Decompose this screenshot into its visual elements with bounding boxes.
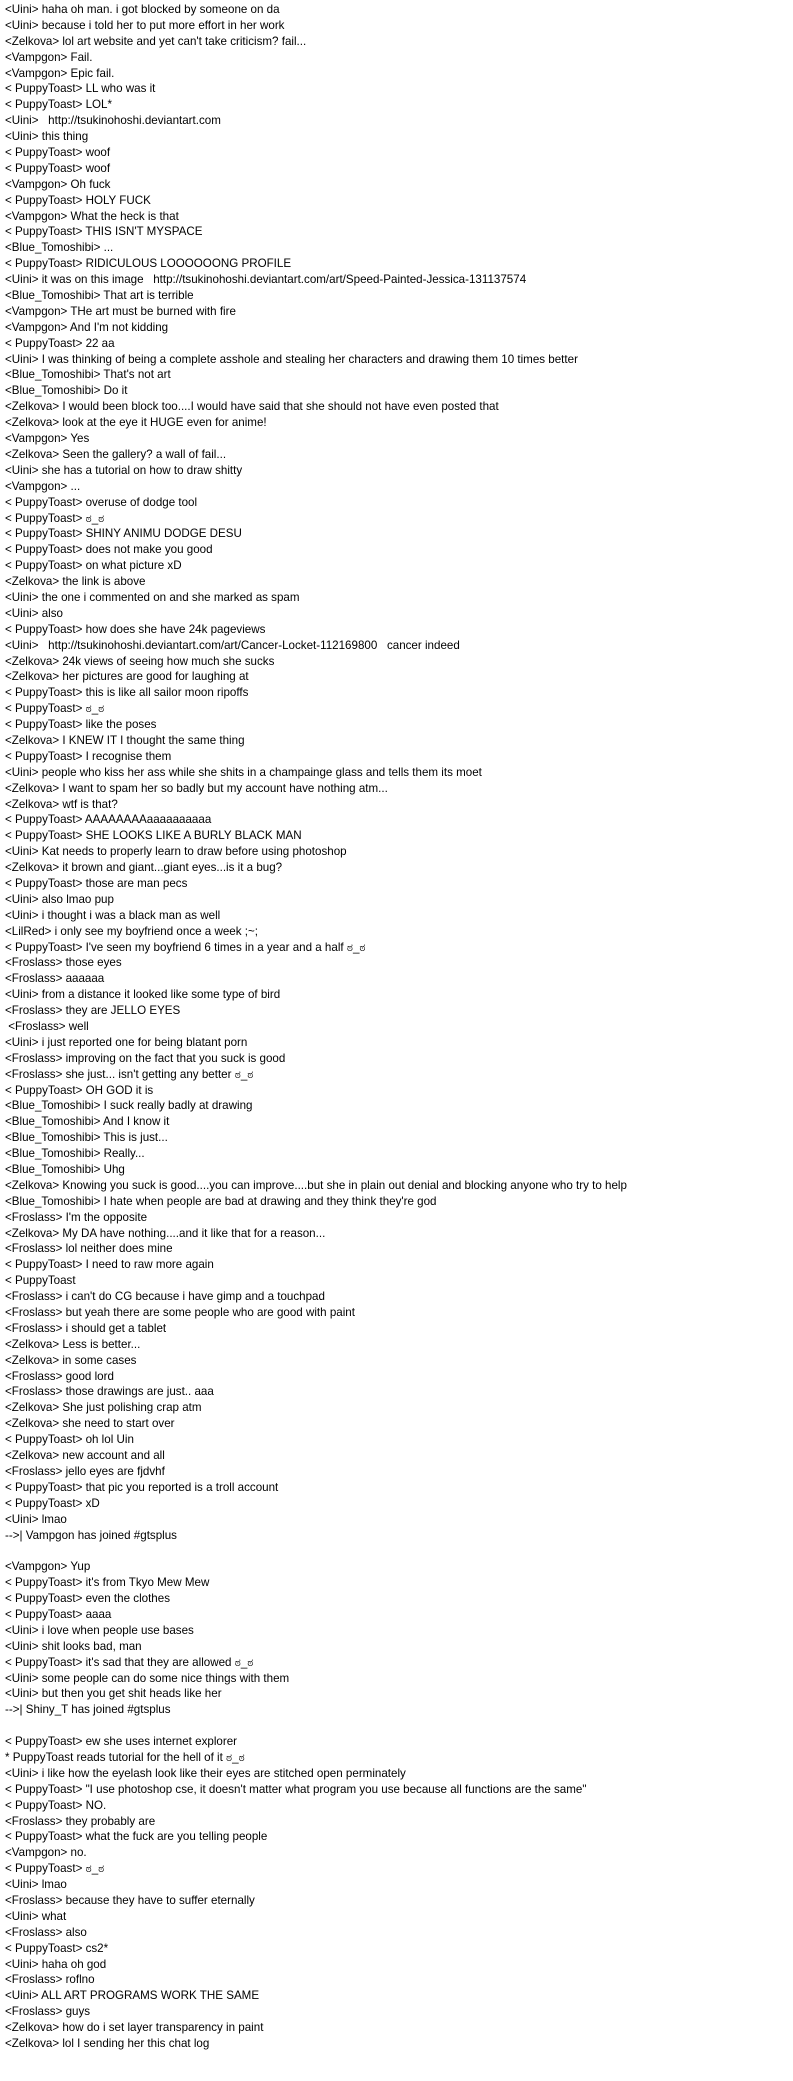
chat-line: <Uini> lmao — [5, 1878, 67, 1892]
chat-line: <Froslass> those drawings are just.. aaa — [5, 1385, 214, 1399]
chat-line: < PuppyToast> ಠ_ಠ — [5, 702, 105, 716]
chat-line: < PuppyToast> it's sad that they are allowed ಠ_ಠ — [5, 1655, 254, 1669]
chat-line: <Uini> from a distance it looked like some type of bird — [5, 988, 281, 1002]
chat-line: <Uini> she has a tutorial on how to draw shitty — [5, 463, 243, 477]
chat-line: < PuppyToast> OH GOD it is — [5, 1083, 154, 1097]
chat-line: < PuppyToast> ew she uses internet explorer — [5, 1735, 238, 1749]
chat-line: <Uini> ALL ART PROGRAMS WORK THE SAME — [5, 1989, 260, 2003]
chat-line: <Vampgon> no. — [5, 1846, 87, 1860]
chat-line: < PuppyToast> cs2* — [5, 1941, 109, 1955]
chat-line: < PuppyToast> LL who was it — [5, 82, 156, 96]
chat-line: <Uini> i thought i was a black man as well — [5, 908, 221, 922]
chat-line: <Froslass> I'm the opposite — [5, 1210, 148, 1224]
chat-line: <Uini> also — [5, 606, 64, 620]
chat-line: <Vampgon> Yup — [5, 1560, 91, 1574]
chat-line: <Uini> but then you get shit heads like her — [5, 1687, 222, 1701]
chat-line: <Uini> i just reported one for being blatant porn — [5, 1035, 248, 1049]
chat-line: <Blue_Tomoshibi> That art is terrible — [5, 289, 194, 303]
chat-line: <Zelkova> Seen the gallery? a wall of fail... — [5, 447, 227, 461]
chat-line: < PuppyToast> SHE LOOKS LIKE A BURLY BLACK MAN — [5, 829, 302, 843]
chat-line: < PuppyToast> ಠ_ಠ — [5, 1862, 105, 1876]
chat-line: <Uini> i love when people use bases — [5, 1623, 194, 1637]
chat-line: <Uini> http://tsukinohoshi.deviantart.com/art/Cancer-Locket-112169800 cancer indeed — [5, 638, 460, 652]
chat-line: <Froslass> well — [5, 1020, 89, 1033]
chat-line: <Blue_Tomoshibi> I hate when people are bad at drawing and they think they're god — [5, 1194, 437, 1208]
chat-line: < PuppyToast> xD — [5, 1496, 100, 1510]
blank-line — [5, 1543, 793, 1559]
chat-line: < PuppyToast> I've seen my boyfriend 6 times in a year and a half ಠ_ಠ — [5, 940, 366, 954]
chat-line: < PuppyToast> does not make you good — [5, 543, 213, 557]
chat-line: < PuppyToast> ಠ_ಠ — [5, 511, 105, 525]
chat-line: <Froslass> they are JELLO EYES — [5, 1004, 181, 1018]
chat-line: <Zelkova> I KNEW IT I thought the same thing — [5, 733, 245, 747]
chat-line: <Froslass> guys — [5, 2005, 91, 2019]
chat-line: < PuppyToast> even the clothes — [5, 1592, 171, 1606]
chat-line: <Zelkova> lol art website and yet can't take criticism? fail... — [5, 34, 307, 48]
chat-line: < PuppyToast> LOL* — [5, 98, 112, 112]
chat-line: <Froslass> good lord — [5, 1369, 114, 1383]
chat-line: <Zelkova> how do i set layer transparency in paint — [5, 2021, 264, 2035]
chat-line: <Blue_Tomoshibi> And I know it — [5, 1115, 170, 1129]
chat-line: <LilRed> i only see my boyfriend once a week ;~; — [5, 924, 258, 938]
chat-line: <Zelkova> I would been block too....I would have said that she should not have even posted that — [5, 400, 499, 414]
chat-line: <Uini> lmao — [5, 1512, 67, 1526]
chat-line: < PuppyToast> HOLY FUCK — [5, 193, 151, 207]
chat-line: <Froslass> because they have to suffer eternally — [5, 1893, 255, 1907]
action-line: * PuppyToast reads tutorial for the hell of it ಠ_ಠ — [5, 1750, 245, 1764]
chat-line: <Vampgon> What the heck is that — [5, 209, 179, 223]
chat-line: <Blue_Tomoshibi> Really... — [5, 1147, 145, 1161]
chat-line: <Zelkova> it brown and giant...giant eyes...is it a bug? — [5, 861, 283, 875]
chat-line: < PuppyToast> AAAAAAAAaaaaaaaaaa — [5, 813, 212, 827]
chat-line: <Blue_Tomoshibi> I suck really badly at drawing — [5, 1099, 253, 1113]
chat-line: <Blue_Tomoshibi> ... — [5, 241, 114, 255]
chat-line: < PuppyToast — [5, 1274, 76, 1288]
chat-line: < PuppyToast> "I use photoshop cse, it doesn't matter what program you use because all functions are the same" — [5, 1782, 587, 1796]
chat-line: <Zelkova> her pictures are good for laughing at — [5, 670, 249, 684]
chat-line: < PuppyToast> this is like all sailor moon ripoffs — [5, 686, 249, 700]
chat-line: < PuppyToast> what the fuck are you telling people — [5, 1830, 268, 1844]
chat-line: <Uini> i like how the eyelash look like their eyes are stitched open perminately — [5, 1766, 406, 1780]
chat-line: < PuppyToast> I need to raw more again — [5, 1258, 214, 1272]
chat-line: < PuppyToast> like the poses — [5, 718, 157, 732]
chat-line: <Uini> Kat needs to properly learn to draw before using photoshop — [5, 845, 347, 859]
chat-line: <Blue_Tomoshibi> This is just... — [5, 1131, 168, 1145]
chat-line: <Uini> this thing — [5, 130, 89, 144]
chat-line: <Zelkova> new account and all — [5, 1449, 165, 1463]
chat-line: <Zelkova> 24k views of seeing how much she sucks — [5, 654, 275, 668]
chat-line: <Froslass> those eyes — [5, 956, 122, 970]
chat-line: <Vampgon> Yes — [5, 432, 90, 446]
chat-line: <Froslass> lol neither does mine — [5, 1242, 173, 1256]
chat-line: <Uini> the one i commented on and she marked as spam — [5, 590, 300, 604]
chat-line: <Zelkova> My DA have nothing....and it like that for a reason... — [5, 1226, 326, 1240]
chat-line: <Zelkova> Less is better... — [5, 1337, 141, 1351]
chat-line: <Vampgon> THe art must be burned with fire — [5, 304, 236, 318]
chat-line: <Froslass> roflno — [5, 1973, 95, 1987]
chat-line: <Uini> http://tsukinohoshi.deviantart.com — [5, 114, 221, 128]
chat-line: < PuppyToast> I recognise them — [5, 749, 172, 763]
chat-line: < PuppyToast> overuse of dodge tool — [5, 495, 198, 509]
chat-line: <Froslass> they probably are — [5, 1814, 156, 1828]
chat-line: <Vampgon> Oh fuck — [5, 177, 111, 191]
chat-line: <Zelkova> She just polishing crap atm — [5, 1401, 202, 1415]
chat-line: <Uini> shit looks bad, man — [5, 1639, 142, 1653]
chat-line: < PuppyToast> aaaa — [5, 1607, 112, 1621]
chat-line: <Froslass> she just... isn't getting any better ಠ_ಠ — [5, 1067, 254, 1081]
chat-line: <Froslass> also — [5, 1925, 87, 1939]
join-notice-line: -->| Vampgon has joined #gtsplus — [5, 1528, 177, 1542]
chat-line: <Zelkova> in some cases — [5, 1353, 137, 1367]
chat-line: <Froslass> but yeah there are some people who are good with paint — [5, 1306, 355, 1320]
chat-line: < PuppyToast> SHINY ANIMU DODGE DESU — [5, 527, 242, 541]
chat-line: <Zelkova> wtf is that? — [5, 797, 118, 811]
chat-line: <Vampgon> Fail. — [5, 50, 93, 64]
chat-line: <Uini> also lmao pup — [5, 892, 114, 906]
chat-line: <Uini> I was thinking of being a complete asshole and stealing her characters and drawing them 10 times better — [5, 352, 578, 366]
chat-line: <Zelkova> I want to spam her so badly but my account have nothing atm... — [5, 781, 388, 795]
chat-line: <Blue_Tomoshibi> Uhg — [5, 1163, 125, 1177]
chat-line: < PuppyToast> that pic you reported is a troll account — [5, 1480, 279, 1494]
chat-line: < PuppyToast> NO. — [5, 1798, 107, 1812]
chat-line: <Blue_Tomoshibi> Do it — [5, 384, 128, 398]
chat-line: <Uini> because i told her to put more effort in her work — [5, 18, 285, 32]
chat-line: <Froslass> improving on the fact that you suck is good — [5, 1051, 286, 1065]
chat-line: <Zelkova> she need to start over — [5, 1417, 175, 1431]
chat-line: < PuppyToast> it's from Tkyo Mew Mew — [5, 1576, 210, 1590]
chat-line: <Uini> haha oh man. i got blocked by someone on da — [5, 3, 280, 16]
chat-line: < PuppyToast> how does she have 24k pageviews — [5, 622, 266, 636]
chat-line: <Vampgon> Epic fail. — [5, 66, 115, 80]
chat-line: < PuppyToast> woof — [5, 146, 111, 160]
chat-line: < PuppyToast> those are man pecs — [5, 876, 188, 890]
chat-line: <Zelkova> lol I sending her this chat log — [5, 2037, 210, 2050]
chat-line: < PuppyToast> woof — [5, 161, 111, 175]
chat-line: <Zelkova> Knowing you suck is good....you can improve....but she in plain out denial and blocking anyone who try to help — [5, 1178, 627, 1192]
chat-line: <Blue_Tomoshibi> That's not art — [5, 368, 171, 382]
chat-line: <Zelkova> look at the eye it HUGE even for anime! — [5, 416, 267, 430]
chat-line: <Zelkova> the link is above — [5, 575, 146, 589]
chat-line: < PuppyToast> oh lol Uin — [5, 1433, 134, 1447]
chat-line: <Froslass> jello eyes are fjdvhf — [5, 1464, 165, 1478]
chat-line: <Froslass> i should get a tablet — [5, 1321, 167, 1335]
blank-line — [5, 1718, 793, 1734]
chat-line: < PuppyToast> on what picture xD — [5, 559, 182, 573]
chat-line: <Vampgon> ... — [5, 479, 81, 493]
join-notice-line: -->| Shiny_T has joined #gtsplus — [5, 1703, 171, 1717]
chat-line: <Uini> some people can do some nice things with them — [5, 1671, 290, 1685]
chat-line: < PuppyToast> RIDICULOUS LOOOOOONG PROFILE — [5, 257, 292, 271]
chat-line: <Uini> it was on this image http://tsukinohoshi.deviantart.com/art/Speed-Painted-Jessica-131137574 — [5, 273, 527, 287]
chat-line: <Froslass> i can't do CG because i have gimp and a touchpad — [5, 1290, 325, 1304]
chat-line: <Vampgon> And I'm not kidding — [5, 320, 169, 334]
chat-line: <Froslass> aaaaaa — [5, 972, 105, 986]
chat-line: <Uini> what — [5, 1909, 67, 1923]
chat-line: < PuppyToast> THIS ISN'T MYSPACE — [5, 225, 203, 239]
chat-line: <Uini> haha oh god — [5, 1957, 107, 1971]
chat-line: < PuppyToast> 22 aa — [5, 336, 115, 350]
chat-line: <Uini> people who kiss her ass while she shits in a champainge glass and tells them its moet — [5, 765, 482, 779]
